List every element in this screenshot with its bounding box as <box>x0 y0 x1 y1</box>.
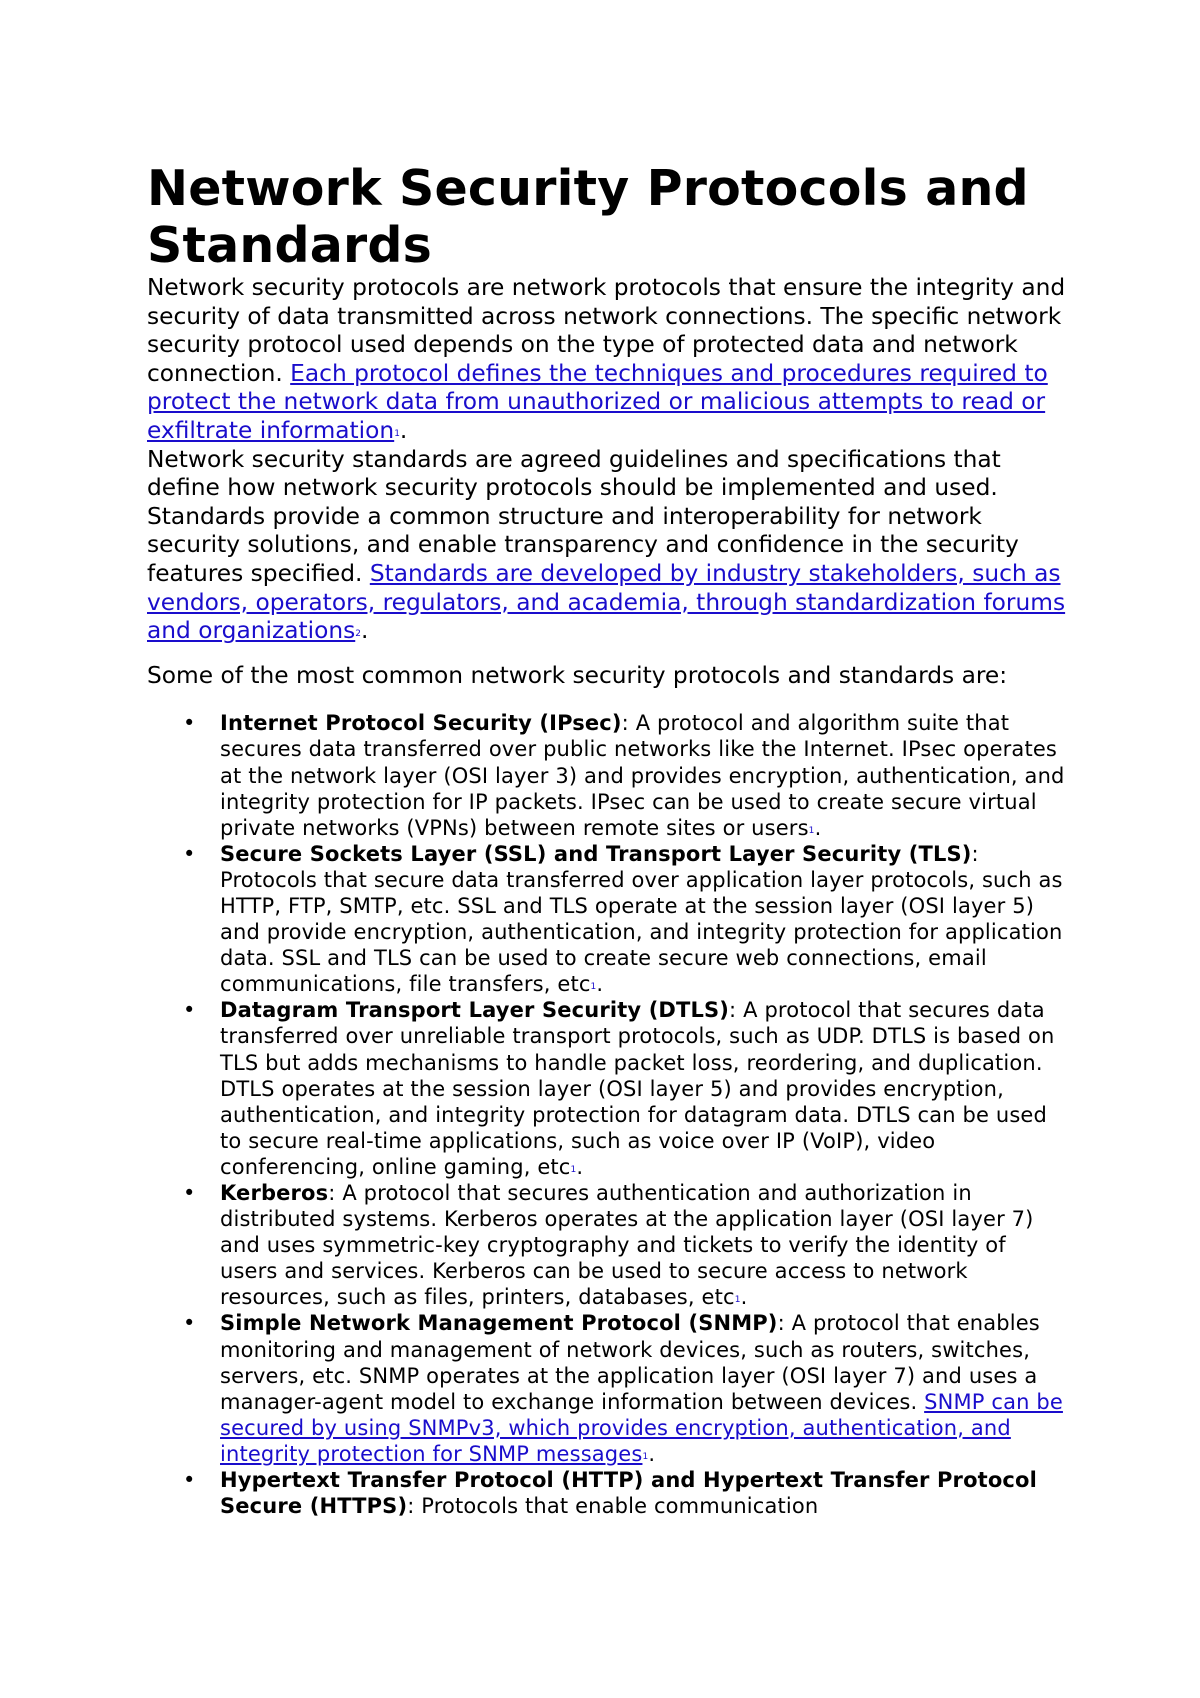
list-item <box>183 1467 1067 1519</box>
paragraph-text: Network security protocols are network protocols that ensure the integrity and security of data transmitted across network connections. The specific network security protocol used depends on the type of protected data and network connection. <box>147 274 1066 387</box>
bullet-icon: • <box>183 841 196 866</box>
bullet-icon: • <box>183 998 196 1023</box>
list-item: • Internet Protocol Security (IPsec): A protocol and algorithm suite that secures data transferred over public networks like the Internet. IPsec operates at the network layer (OSI layer 3) and provides encryption, authentication, and integrity protection for IP packets. IPsec can be used to create secure virtual private networks (VPNs) between remote sites or users$^1$. <box>183 711 1065 840</box>
reference-marker[interactable]: 1 <box>808 825 815 836</box>
bullet-icon: • <box>183 711 196 736</box>
paragraph-protocols-definition: Network security protocols are network protocols that ensure the integrity and security of data transmitted across network connections. The specific network security protocol used depends on the type of protected data and network connection. Each protocol defines the techniques and procedures required to protect the network data from unauthorized or malicious attempts to read or exfiltrate information$^1$. <box>147 274 1066 444</box>
protocol-list <box>147 710 1067 1519</box>
item-description: : A protocol that secures data transferred over unreliable transport protocols, such as UDP. DTLS is based on TLS but adds mechanisms to handle packet loss, reordering, and duplication. DTLS operates at the session layer (OSI layer 5) and provides encryption, authentication, and integrity protection for datagram data. DTLS can be used to secure real-time applications, such as voice over IP (VoIP), video conferencing, online gaming, etc <box>220 998 1055 1179</box>
item-description: : A protocol that secures authentication and authorization in distributed systems. Kerberos operates at the application layer (OSI layer 7) and uses symmetric-key cryptography and tickets to verify the identity of users and services. Kerberos can be used to secure access to network resources, such as files, printers, databases, etc <box>220 1181 1034 1310</box>
item-description: : Protocols that secure data transferred over application layer protocols, such as HTTP, FTP, SMTP, etc. SSL and TLS operate at the session layer (OSI layer 5) and provide encryption, authentication, and integrity protection for application data. SSL and TLS can be used to create secure web connections, email communications, file transfers, etc <box>220 841 1063 997</box>
reference-marker[interactable]: 1 <box>590 982 597 993</box>
paragraph-standards-definition: Network security standards are agreed guidelines and specifications that define how network security protocols should be implemented and used. Standards provide a common structure and interoperability for network security solutions, and enable transparency and confidence in the security features specified. Standards are developed by industry stakeholders, such as vendors, operators, regulators, and academia, through standardization forums and organizations$^2$. <box>147 445 1066 645</box>
reference-marker[interactable]: 1 <box>570 1164 577 1175</box>
list-item: • Datagram Transport Layer Security (DTLS): A protocol that secures data transferred over unreliable transport protocols, such as UDP. DTLS is based on TLS but adds mechanisms to handle packet loss, reordering, and duplication. DTLS operates at the session layer (OSI layer 5) and provides encryption, authentication, and integrity protection for datagram data. DTLS can be used to secure real-time applications, such as voice over IP (VoIP), video conferencing, online gaming, etc$^1$. <box>183 998 1055 1179</box>
item-term: Internet Protocol Security (IPsec) <box>220 711 622 736</box>
reference-marker[interactable]: 1 <box>394 428 400 439</box>
reference-marker[interactable]: 1 <box>642 1451 649 1462</box>
bullet-icon: • <box>183 1181 196 1205</box>
item-description: : A protocol and algorithm suite that secures data transferred over public networks like the Internet. IPsec operates at the network layer (OSI layer 3) and provides encryption, authentication, and integrity protection for IP packets. IPsec can be used to create secure virtual private networks (VPNs) between remote sites or users <box>220 711 1065 840</box>
item-term: Datagram Transport Layer Security (DTLS) <box>220 998 730 1023</box>
page-title: Network Security Protocols and Standards <box>147 160 1029 274</box>
list-item: • Kerberos: A protocol that secures authentication and authorization in distributed systems. Kerberos operates at the application layer (OSI layer 7) and uses symmetric-key cryptography and tickets to verify the identity of users and services. Kerberos can be used to secure access to network resources, such as files, printers, databases, etc$^1$. <box>183 1181 1034 1310</box>
list-item: • Secure Sockets Layer (SSL) and Transport Layer Security (TLS): Protocols that secure data transferred over application layer protocols, such as HTTP, FTP, SMTP, etc. SSL and TLS operate at the session layer (OSI layer 5) and provide encryption, authentication, and integrity protection for application data. SSL and TLS can be used to create secure web connections, email communications, file transfers, etc$^1$. <box>183 841 1063 997</box>
list-item: • Simple Network Management Protocol (SNMP): A protocol that enables monitoring and management of network devices, such as routers, switches, servers, etc. SNMP operates at the application layer (OSI layer 7) and uses a manager-agent model to exchange information between devices. SNMP can be secured by using SNMPv3, which provides encryption, authentication, and integrity protection for SNMP messages$^1$. <box>183 1311 1063 1466</box>
item-term: Secure Sockets Layer (SSL) and Transport Layer Security (TLS) <box>220 841 972 866</box>
list-intro: Some of the most common network security protocols and standards are: <box>147 661 1008 689</box>
reference-marker[interactable]: 1 <box>734 1295 741 1306</box>
citation-link[interactable]: Each protocol defines the techniques and procedures required to protect the network data from unauthorized or malicious attempts to read or exfiltrate information <box>147 359 1048 444</box>
item-description: : A protocol that enables monitoring and management of network devices, such as routers, switches, servers, etc. SNMP operates at the application layer (OSI layer 7) and uses a manager-agent model to exchange information between devices. <box>220 1311 1040 1414</box>
item-description: : Protocols that enable communication <box>407 1494 819 1519</box>
item-term: Kerberos <box>220 1181 329 1205</box>
citation-link[interactable]: Standards are developed by industry stakeholders, such as vendors, operators, regulators, and academia, through standardization forums and organizations <box>147 559 1066 645</box>
document-page <box>147 160 1067 1519</box>
item-term: Simple Network Management Protocol (SNMP) <box>220 1311 778 1336</box>
bullet-icon: • <box>183 1311 196 1336</box>
reference-marker[interactable]: 2 <box>355 629 361 640</box>
paragraph-text: Network security standards are agreed guidelines and specifications that define how network security protocols should be implemented and used. Standards provide a common structure and interoperability for network security solutions, and enable transparency and confidence in the security features specified. <box>147 445 1019 587</box>
item-term: Hypertext Transfer Protocol (HTTP) and Hypertext Transfer Protocol Secure (HTTPS) <box>220 1468 1037 1519</box>
citation-link[interactable]: SNMP can be secured by using SNMPv3, which provides encryption, authentication, and integrity protection for SNMP messages <box>220 1389 1063 1466</box>
bullet-icon: • <box>183 1468 196 1493</box>
